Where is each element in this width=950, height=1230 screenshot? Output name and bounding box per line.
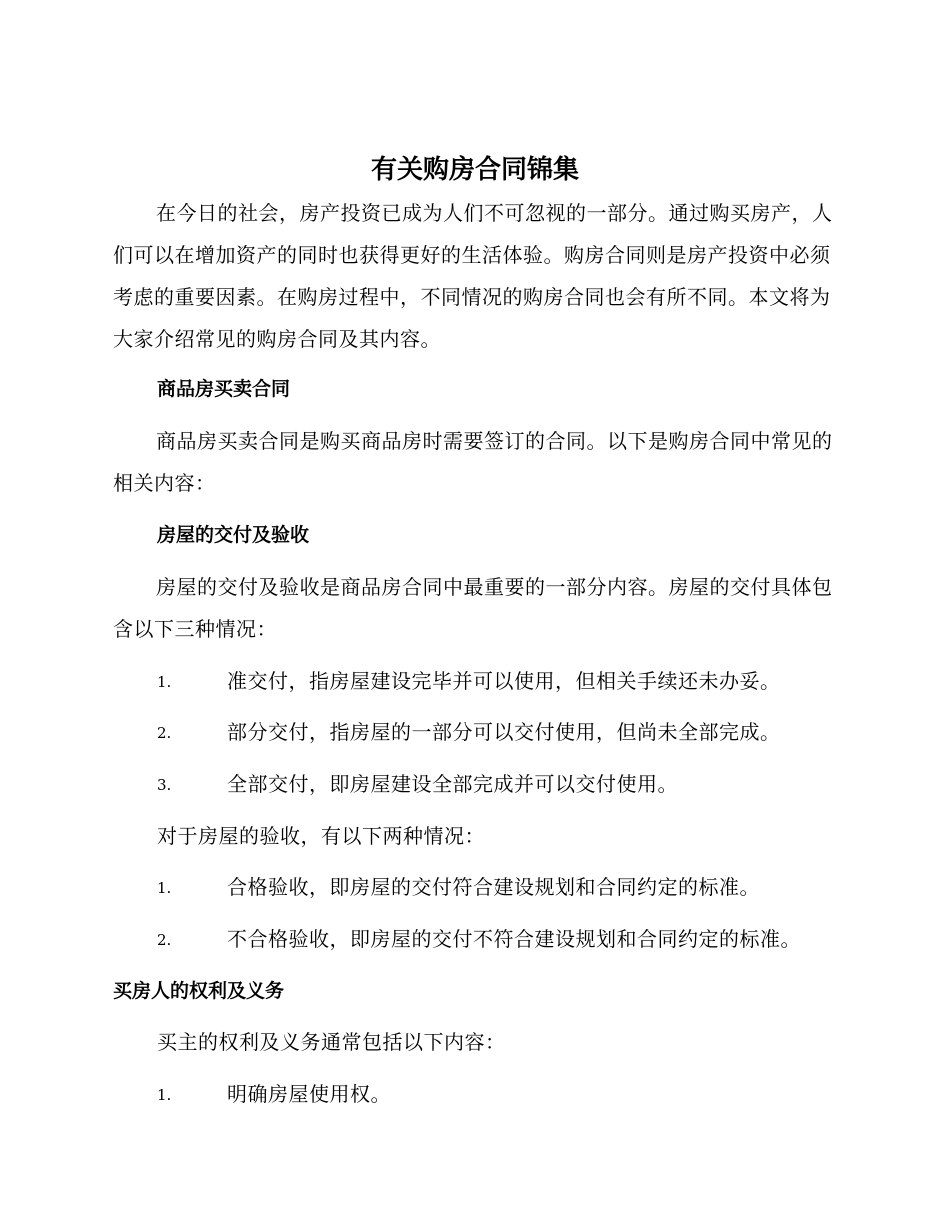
section-heading-buyer-rights: 买房人的权利及义务 — [113, 980, 285, 1002]
list-text: 合格验收，即房屋的交付符合建设规划和合同约定的标准。 — [227, 875, 760, 899]
list-number: 2. — [157, 931, 172, 949]
list-text: 部分交付，指房屋的一部分可以交付使用，但尚未全部完成。 — [227, 720, 781, 744]
acceptance-intro: 对于房屋的验收，有以下两种情况： — [157, 824, 485, 848]
list-text: 不合格验收，即房屋的交付不符合建设规划和合同约定的标准。 — [227, 927, 801, 951]
list-text: 准交付，指房屋建设完毕并可以使用，但相关手续还未办妥。 — [227, 669, 781, 693]
list-number: 2. — [157, 724, 172, 742]
section-body-delivery: 房屋的交付及验收是商品房合同中最重要的一部分内容。房屋的交付具体包含以下三种情况： — [113, 575, 833, 641]
section-body-buyer-rights: 买主的权利及义务通常包括以下内容： — [157, 1030, 506, 1054]
section-heading-commercial-housing: 商品房买卖合同 — [157, 378, 291, 400]
section-heading-delivery: 房屋的交付及验收 — [157, 524, 310, 546]
list-number: 3. — [157, 776, 172, 794]
list-text: 明确房屋使用权。 — [227, 1082, 391, 1106]
list-text: 全部交付，即房屋建设全部完成并可以交付使用。 — [227, 772, 678, 796]
list-number: 1. — [157, 879, 172, 897]
intro-paragraph: 在今日的社会，房产投资已成为人们不可忽视的一部分。通过购买房产，人们可以在增加资产的同时也获得更好的生活体验。购房合同则是房产投资中必须考虑的重要因素。在购房过程中，不同情况的购房合同也会有所不同。本文将为大家介绍常见的购房合同及其内容。 — [113, 201, 833, 351]
document-title: 有关购房合同锦集 — [370, 155, 579, 185]
section-body-commercial-housing: 商品房买卖合同是购买商品房时需要签订的合同。以下是购房合同中常见的相关内容： — [113, 429, 833, 495]
list-number: 1. — [157, 1086, 172, 1104]
list-number: 1. — [157, 673, 172, 691]
